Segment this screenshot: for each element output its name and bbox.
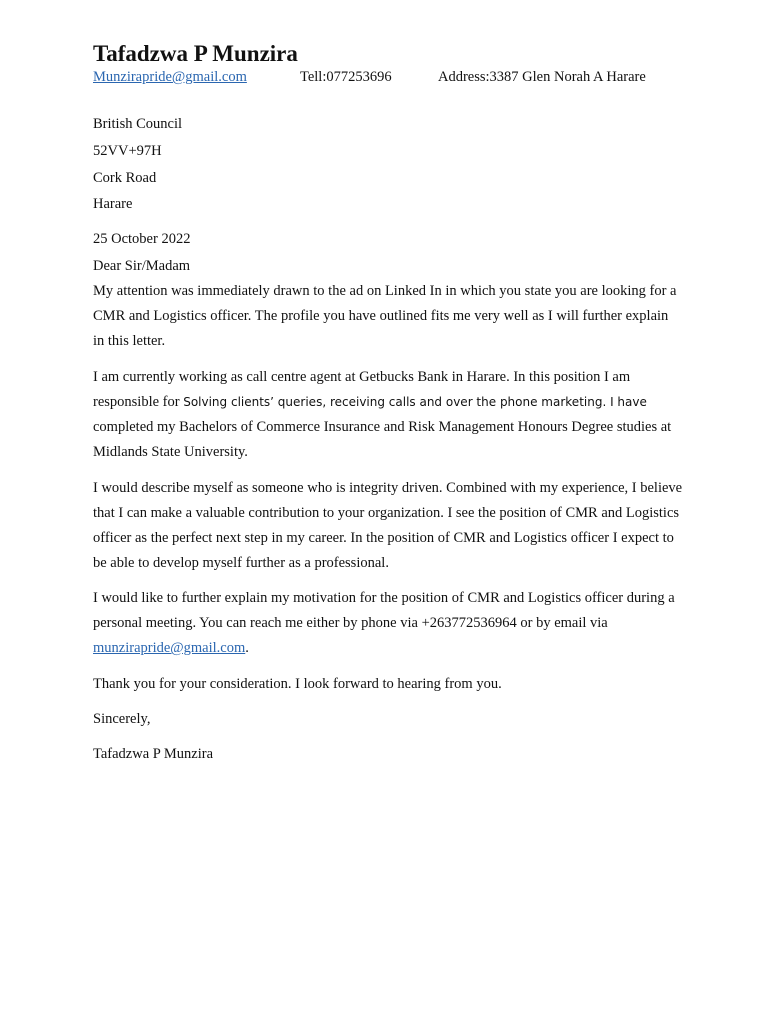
paragraph-2 (93, 365, 683, 465)
salutation: Dear Sir/Madam (93, 258, 191, 274)
letter-date: 25 October 2022 (93, 231, 191, 247)
paragraph-2-part-b: Solving clients’ queries, receiving calls and over the phone marketing. I have (183, 395, 647, 409)
paragraph-5: Thank you for your consideration. I look forward to hearing from you. (93, 676, 502, 692)
email-inline-link[interactable]: munzirapride@gmail.com (93, 640, 246, 656)
address: Address:3387 Glen Norah A Harare (438, 69, 646, 85)
paragraph-2-part-a: I am currently working as call centre agent at Getbucks Bank in Harare. In this position I am responsible for (93, 369, 631, 410)
signature-name: Tafadzwa P Munzira (93, 746, 214, 762)
paragraph-4 (93, 586, 683, 661)
paragraph-4-part-a: I would like to further explain my motivation for the position of CMR and Logistics officer during a personal meeting. You can reach me either by phone via +263772536964 or by email via (93, 590, 675, 631)
email-link[interactable]: Munzirapride@gmail.com (93, 69, 247, 85)
paragraph-3: I would describe myself as someone who is integrity driven. Combined with my experience, I believe that I can make a valuable contribution to your organization. I see the position of CMR and Logistics officer as the perfect next step in my career. In the position of CMR and Logistics officer I expect to be able to develop myself further as a professional. (93, 480, 683, 571)
recipient-line-4: Harare (93, 196, 133, 212)
sender-name: Tafadzwa P Munzira (93, 41, 298, 66)
paragraph-4-part-b: . (245, 640, 249, 656)
recipient-line-2: 52VV+97H (93, 143, 162, 159)
paragraph-1: My attention was immediately drawn to the ad on Linked In in which you state you are looking for a CMR and Logistics officer. The profile you have outlined fits me very well as I will further explain in this letter. (93, 283, 677, 349)
closing: Sincerely, (93, 711, 151, 727)
recipient-line-3: Cork Road (93, 170, 157, 186)
telephone: Tell:077253696 (300, 69, 392, 85)
paragraph-2-part-c: completed my Bachelors of Commerce Insurance and Risk Management Honours Degree studies at Midlands State University. (93, 419, 672, 460)
recipient-line-1: British Council (93, 116, 183, 132)
contact-line (93, 68, 683, 88)
